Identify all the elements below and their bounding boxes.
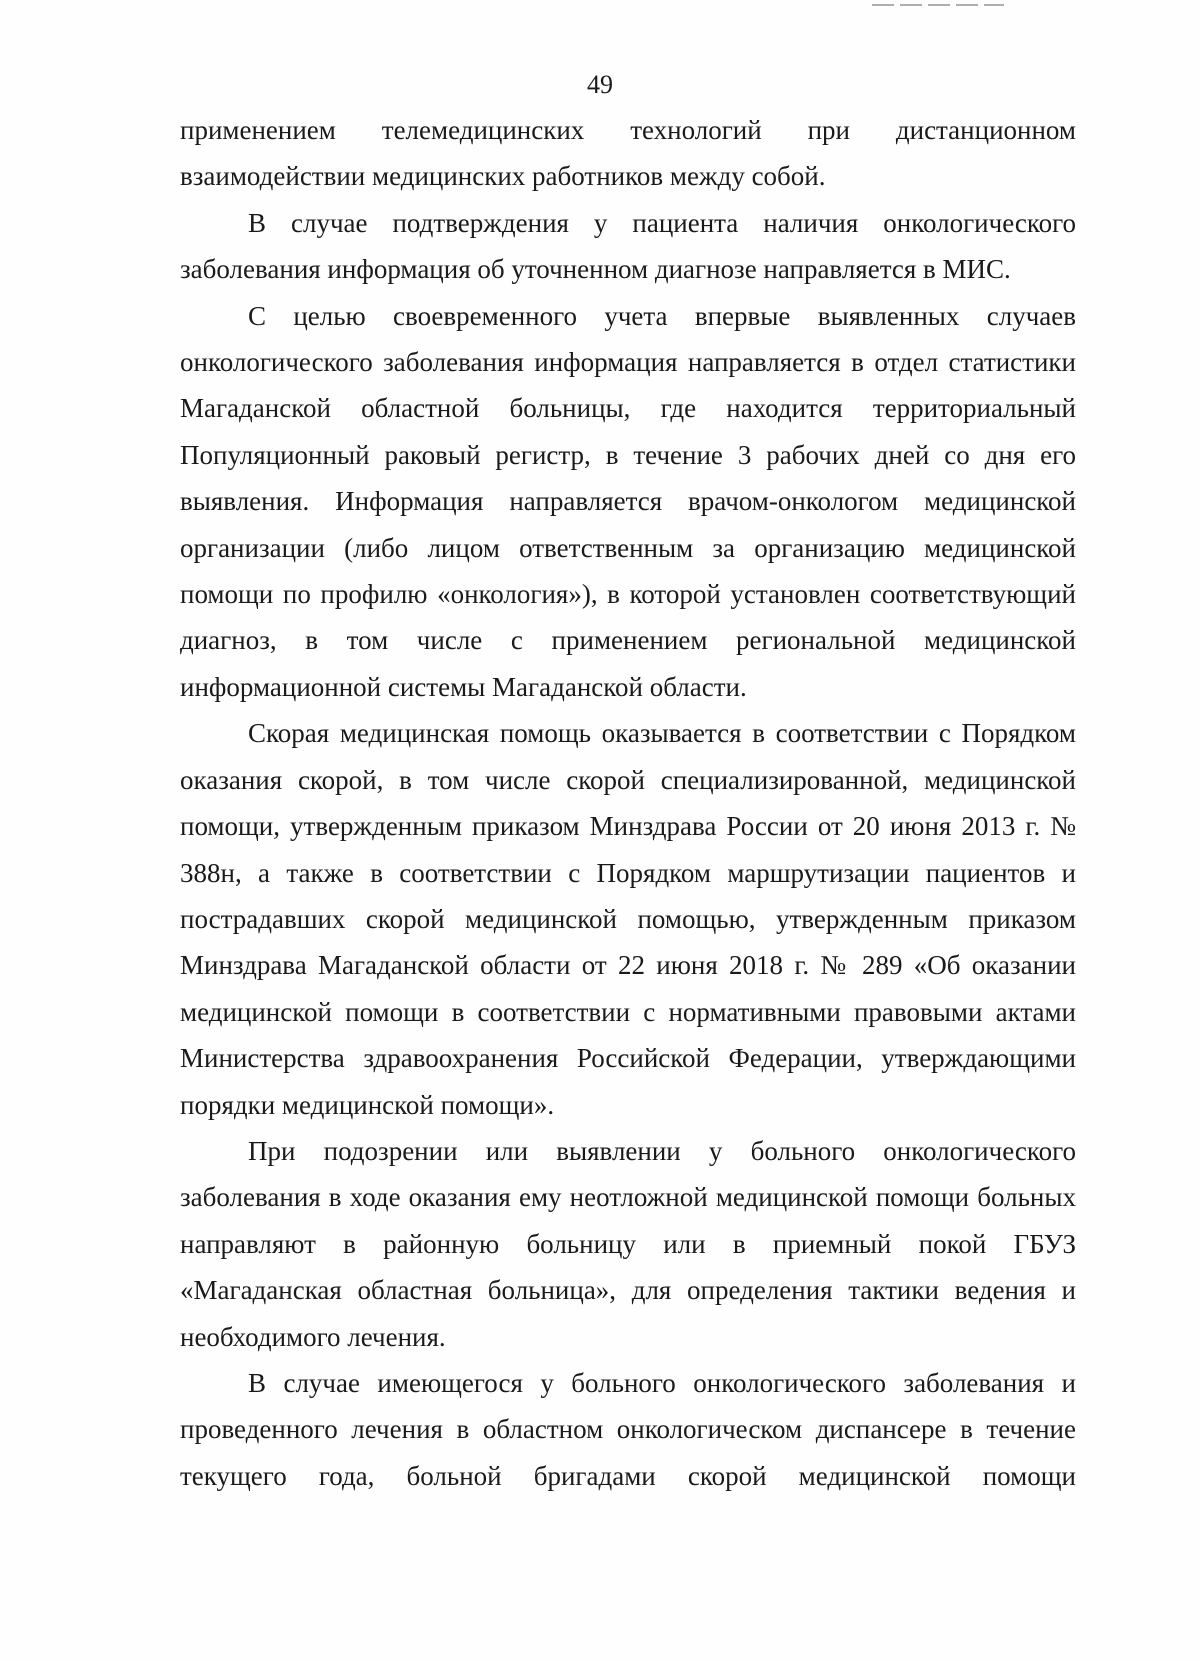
page-number: 49 [587,70,613,99]
paragraph-1: применением телемедицинских технологий при дистанционном взаимодействии медицинских работников между собой. [180,115,1076,192]
paragraph-6: В случае имеющегося у больного онкологического заболевания и проведенного лечения в областном онкологическом диспансере в течение текущего года, больной бригадами скорой медицинской помощи [180,1367,1076,1491]
scan-artifact [872,4,1004,6]
paragraph-5: При подозрении или выявлении у больного онкологического заболевания в ходе оказания ему неотложной медицинской помощи больных направляют в районную больницу или в приемный покой ГБУЗ «Магаданская областная больница», для определения тактики ведения и необходимого лечения. [180,1135,1076,1352]
paragraph-2: В случае подтверждения у пациента наличия онкологического заболевания информация об уточненном диагнозе направляется в МИС. [180,207,1076,285]
paragraph-4: Скорая медицинская помощь оказывается в соответствии с Порядком оказания скорой, в том числе скорой специализированной, медицинской помощи, утвержденным приказом Минздрава России от 20 июня 2013 г. № 388н, а также в соответствии с Порядком маршрутизации пациентов и пострадавших скорой медицинской помощью, утвержденным приказом Минздрава Магаданской области от 22 июня 2018 г. № 289 «Об оказании медицинской помощи в соответствии с нормативными правовыми актами Министерства здравоохранения Российской Федерации, утверждающими порядки медицинской помощи». [180,718,1076,1120]
body-text [180,107,1076,1499]
paragraph-3: С целью своевременного учета впервые выявленных случаев онкологического заболевания информация направляется в отдел статистики Магаданской областной больницы, где находится территориальный Популяционный раковый регистр, в течение 3 рабочих дней со дня его выявления. Информация направляется врачом-онкологом медицинской организации (либо лицом ответственным за организацию медицинской помощи по профилю «онкология»), в которой установлен соответствующий диагноз, в том числе с применением региональной медицинской информационной системы Магаданской области. [180,300,1076,702]
